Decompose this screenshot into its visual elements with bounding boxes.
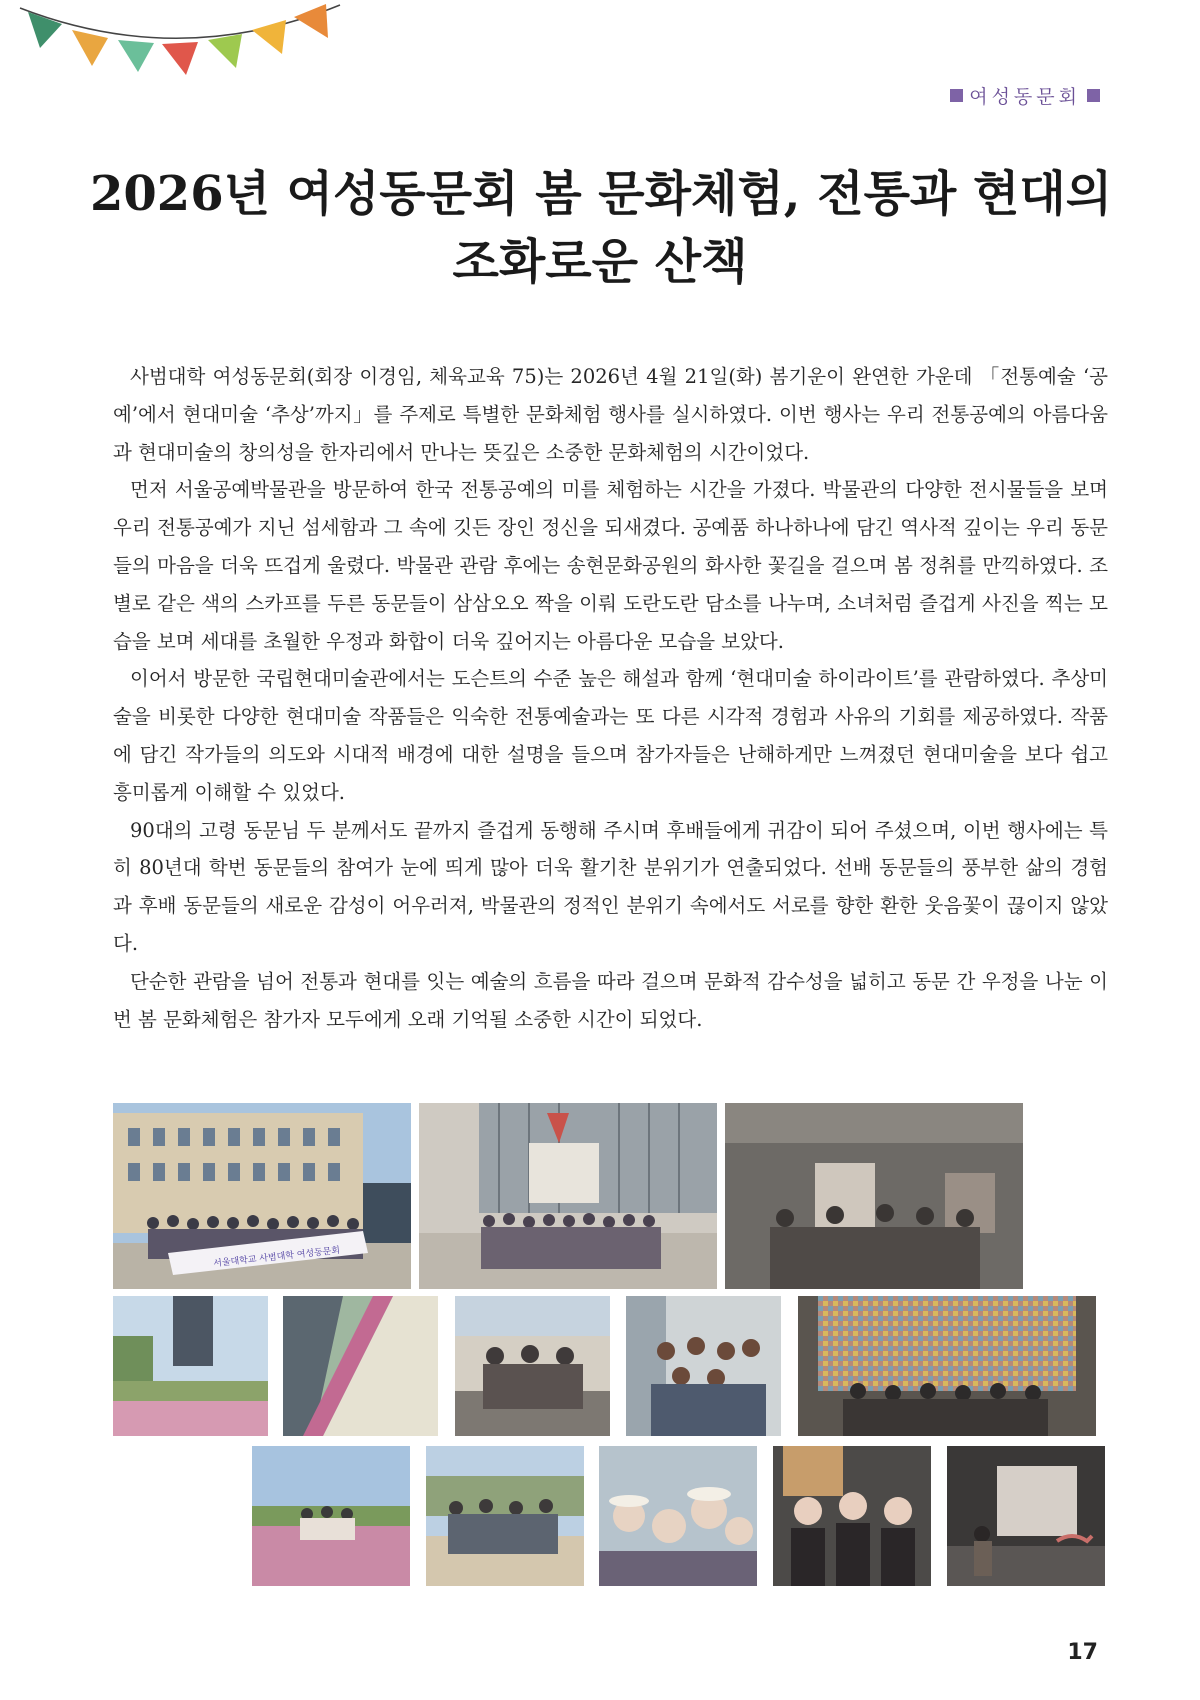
article-body [113,358,1108,1038]
photo-three-women [773,1446,931,1586]
photo-artwork-wall [798,1296,1096,1436]
paragraph: 단순한 관람을 넘어 전통과 현대를 잇는 예술의 흐름을 따라 걸으며 문화적 감수성을 넓히고 동문 간 우정을 나눈 이번 봄 문화체험은 참가자 모두에게 오래 기억될 소중한 시간이 되었다. [113,969,1108,1031]
paragraph: 이어서 방문한 국립현대미술관에서는 도슨트의 수준 높은 해설과 함께 ‘현대미술 하이라이트’를 관람하였다. 추상미술을 비롯한 다양한 현대미술 작품들은 익숙한 전통예술과는 또 다른 시각적 경험과 사유의 기회를 제공하였다. 작품에 담긴 작가들의 의도와 시대적 배경에 대한 설명을 들으며 참가자들은 난해하게만 느껴졌던 현대미술을 보다 쉽고 흥미롭게 이해할 수 있었다. [113,667,1108,804]
bunting-decoration [0,0,380,90]
photo-group-banner [113,1103,411,1289]
title-line: 2026년 여성동문회 봄 문화체험, 전통과 현대의 [90,166,1113,222]
page-number: 17 [1067,1640,1098,1665]
photo-seated-group [626,1296,781,1436]
photo-walking-group [426,1446,584,1586]
photo-exhibit-bird [947,1446,1105,1586]
photo-museum-atrium [419,1103,717,1289]
photo-gallery-docent [725,1103,1023,1289]
article-title [90,160,1113,296]
section-tag [950,82,1100,109]
banner-text: 서울대학교 사범대학 여성동문회 [212,1245,341,1270]
square-icon [950,89,963,102]
title-line: 조화로운 산책 [452,234,748,290]
square-icon [1087,89,1100,102]
photo-selfie [599,1446,757,1586]
paragraph: 사범대학 여성동문회(회장 이경임, 체육교육 75)는 2026년 4월 21일(화) 봄기운이 완연한 가운데 「전통예술 ‘공예’에서 현대미술 ‘추상’까지」를 주제로 특별한 문화체험 행사를 실시하였다. 이번 행사는 우리 전통공예의 아름다움과 현대미술의 창의성을 한자리에서 만나는 뜻깊은 소중한 문화체험의 시간이었다. [113,365,1108,464]
paragraph: 90대의 고령 동문님 두 분께서도 끝까지 즐겁게 동행해 주시며 후배들에게 귀감이 되어 주셨으며, 이번 행사에는 특히 80년대 학번 동문들의 참여가 눈에 띄게 많아 더욱 활기찬 분위기가 연출되었다. 선배 동문들의 풍부한 삶의 경험과 후배 동문들의 새로운 감성이 어우러져, 박물관의 정적인 분위기 속에서도 서로를 향한 환한 웃음꽃이 끊이지 않았다. [113,818,1108,955]
photo-flower-path [283,1296,438,1436]
section-tag-label: 여성동문회 [969,86,1081,108]
photo-stairs-group [455,1296,610,1436]
photo-flower-field [252,1446,410,1586]
paragraph: 먼저 서울공예박물관을 방문하여 한국 전통공예의 미를 체험하는 시간을 가졌다. 박물관의 다양한 전시물들을 보며 우리 전통공예가 지닌 섬세함과 그 속에 깃든 장인 정신을 되새겼다. 공예품 하나하나에 담긴 역사적 깊이는 우리 동문들의 마음을 더욱 뜨겁게 울렸다. 박물관 관람 후에는 송현문화공원의 화사한 꽃길을 걸으며 봄 정취를 만끽하였다. 조별로 같은 색의 스카프를 두른 동문들이 삼삼오오 짝을 이뤄 도란도란 담소를 나누며, 소녀처럼 즐겁게 사진을 찍는 모습을 보며 세대를 초월한 우정과 화합이 더욱 깊어지는 아름다운 모습을 보았다. [113,478,1108,653]
photo-park-flowers [113,1296,268,1436]
